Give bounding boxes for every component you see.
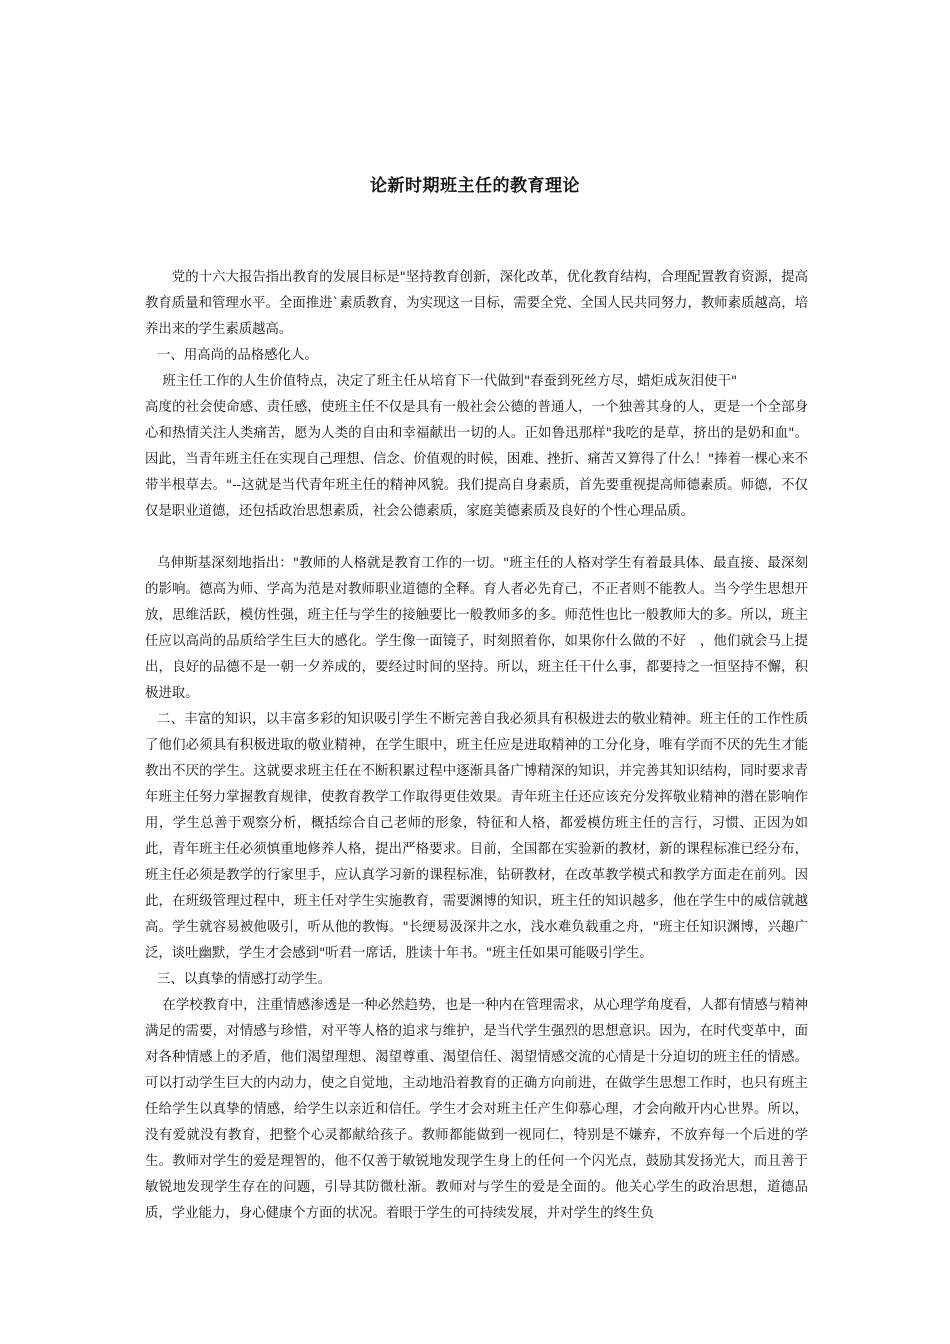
section-heading-2-paragraph: 二、丰富的知识，以丰富多彩的知识吸引学生不断完善自我必须具有积极进去的敬业精神。班主任的工作性质了他们必须具有积极进取的敬业精神，在学生眼中，班主任应是进取精神的工分化身，唯有学而不厌的先生才能教出不厌的学生。这就要求班主任在不断积累过程中逐渐具备广博精深的知识，并完善其知识结构，同时要求青年班主任努力掌握教育规律，使教育教学工作取得更佳效果。青年班主任还应该充分发挥敬业精神的潜在影响作用，学生总善于观察分析，概括综合自己老师的形象，特征和人格，都爱模仿班主任的言行，习惯、正因为如此，青年班主任必须慎重地修养人格，提出严格要求。目前，全国都在实验新的教材，新的课程标准已经分布，班主任必须是教学的行家里手，应认真学习新的课程标准，钻研教材，在改革教学模式和教学方面走在前列。因此，在班级管理过程中，班主任对学生实施教育，需要渊博的知识，班主任的知识越多，他在学生中的威信就越高。学生就容易被他吸引，听从他的教悔。"长绠易汲深井之水，浅水难负载重之舟，"班主任知识渊博，兴趣广泛，谈吐幽默，学生才会感到"听君一席话，胜读十年书。"班主任如果可能吸引学生。 — [145, 712, 808, 961]
section-heading-1: 一、用高尚的品格感化人。 — [157, 348, 318, 363]
document-body — [145, 265, 808, 1227]
paragraph-section1-quote: 乌伸斯基深刻地指出："教师的人格就是教育工作的一切。"班主任的人格对学生有着最具体、最直接、最深刻的影响。德高为师、学高为范是对教师职业道德的全释。育人者必先育己，不正者则不能教人。当今学生思想开放，思维活跃，模仿性强，班主任与学生的接触要比一般教师多的多。师范性也比一般教师大的多。所以，班主任应以高尚的品质给学生巨大的感化。学生像一面镜子，时刻照着你，如果你什么做的不好 ，他们就会马上提出，良好的品德不是一朝一夕养成的，要经过时间的坚持。所以，班主任干什么事，都要持之一恒坚持不懈，积极进取。 — [145, 556, 808, 701]
paragraph-section1-body: 高度的社会使命感、责任感，使班主任不仅是具有一般社会公德的普通人，一个独善其身的人，更是一个全部身心和热情关注人类痛苦，愿为人类的自由和幸福献出一切的人。正如鲁迅那样"我吃的是草，挤出的是奶和血"。因此，当青年班主任在实现自己理想、信念、价值观的时候，困难、挫折、痛苦又算得了什么！"捧着一棵心来不带半根草去。"--这就是当代青年班主任的精神风貌。我们提高自身素质，首先要重视提高师德素质。师德，不仅仅是职业道德，还包括政治思想素质，社会公德素质，家庭美德素质及良好的个性心理品质。 — [145, 400, 808, 519]
paragraph-section3-body: 在学校教育中，注重情感渗透是一种必然趋势，也是一种内在管理需求，从心理学角度看，人都有情感与精神满足的需要，对情感与珍惜，对平等人格的追求与维护，是当代学生强烈的思想意识。因为，在时代变革中，面对各种情感上的矛盾，他们渴望理想、渴望尊重、渴望信任、渴望情感交流的心情是十分迫切的班主任的情感。可以打动学生巨大的内动力，使之自觉地，主动地沿着教育的正确方向前进，在做学生思想工作时，也只有班主任给学生以真挚的情感，给学生以亲近和信任。学生才会对班主任产生仰慕心理，才会向敞开内心世界。所以，没有爱就没有教育，把整个心灵都献给孩子。教师都能做到一视同仁，特别是不嫌弃，不放弃每一个后进的学生。教师对学生的爱是理智的，他不仅善于敏锐地发现学生身上的任何一个闪光点，鼓励其发扬光大，而且善于敏锐地发现学生存在的问题，引导其防微杜渐。教师对与学生的爱是全面的。他关心学生的政治思想，道德品质，学业能力，身心健康个方面的状况。着眼于学生的可持续发展，并对学生的终生负 — [145, 998, 808, 1221]
document-title: 论新时期班主任的教育理论 — [370, 176, 580, 196]
paragraph-section1-opening: 班主任工作的人生价值特点，决定了班主任从培育下一代做到"春蚕到死丝方尽，蜡炬成灰泪使干" — [162, 374, 738, 389]
paragraph-intro: 党的十六大报告指出教育的发展目标是"坚持教育创新，深化改革，优化教育结构，合理配置教育资源，提高教育质量和管理水平。全面推进`素质教育，为实现这一目标，需要全党、全国人民共同努力，教师素质越高，培养出来的学生素质越高。 — [145, 270, 808, 337]
section-heading-3: 三、以真挚的情感打动学生。 — [157, 972, 332, 987]
paragraph-gap — [145, 525, 808, 551]
